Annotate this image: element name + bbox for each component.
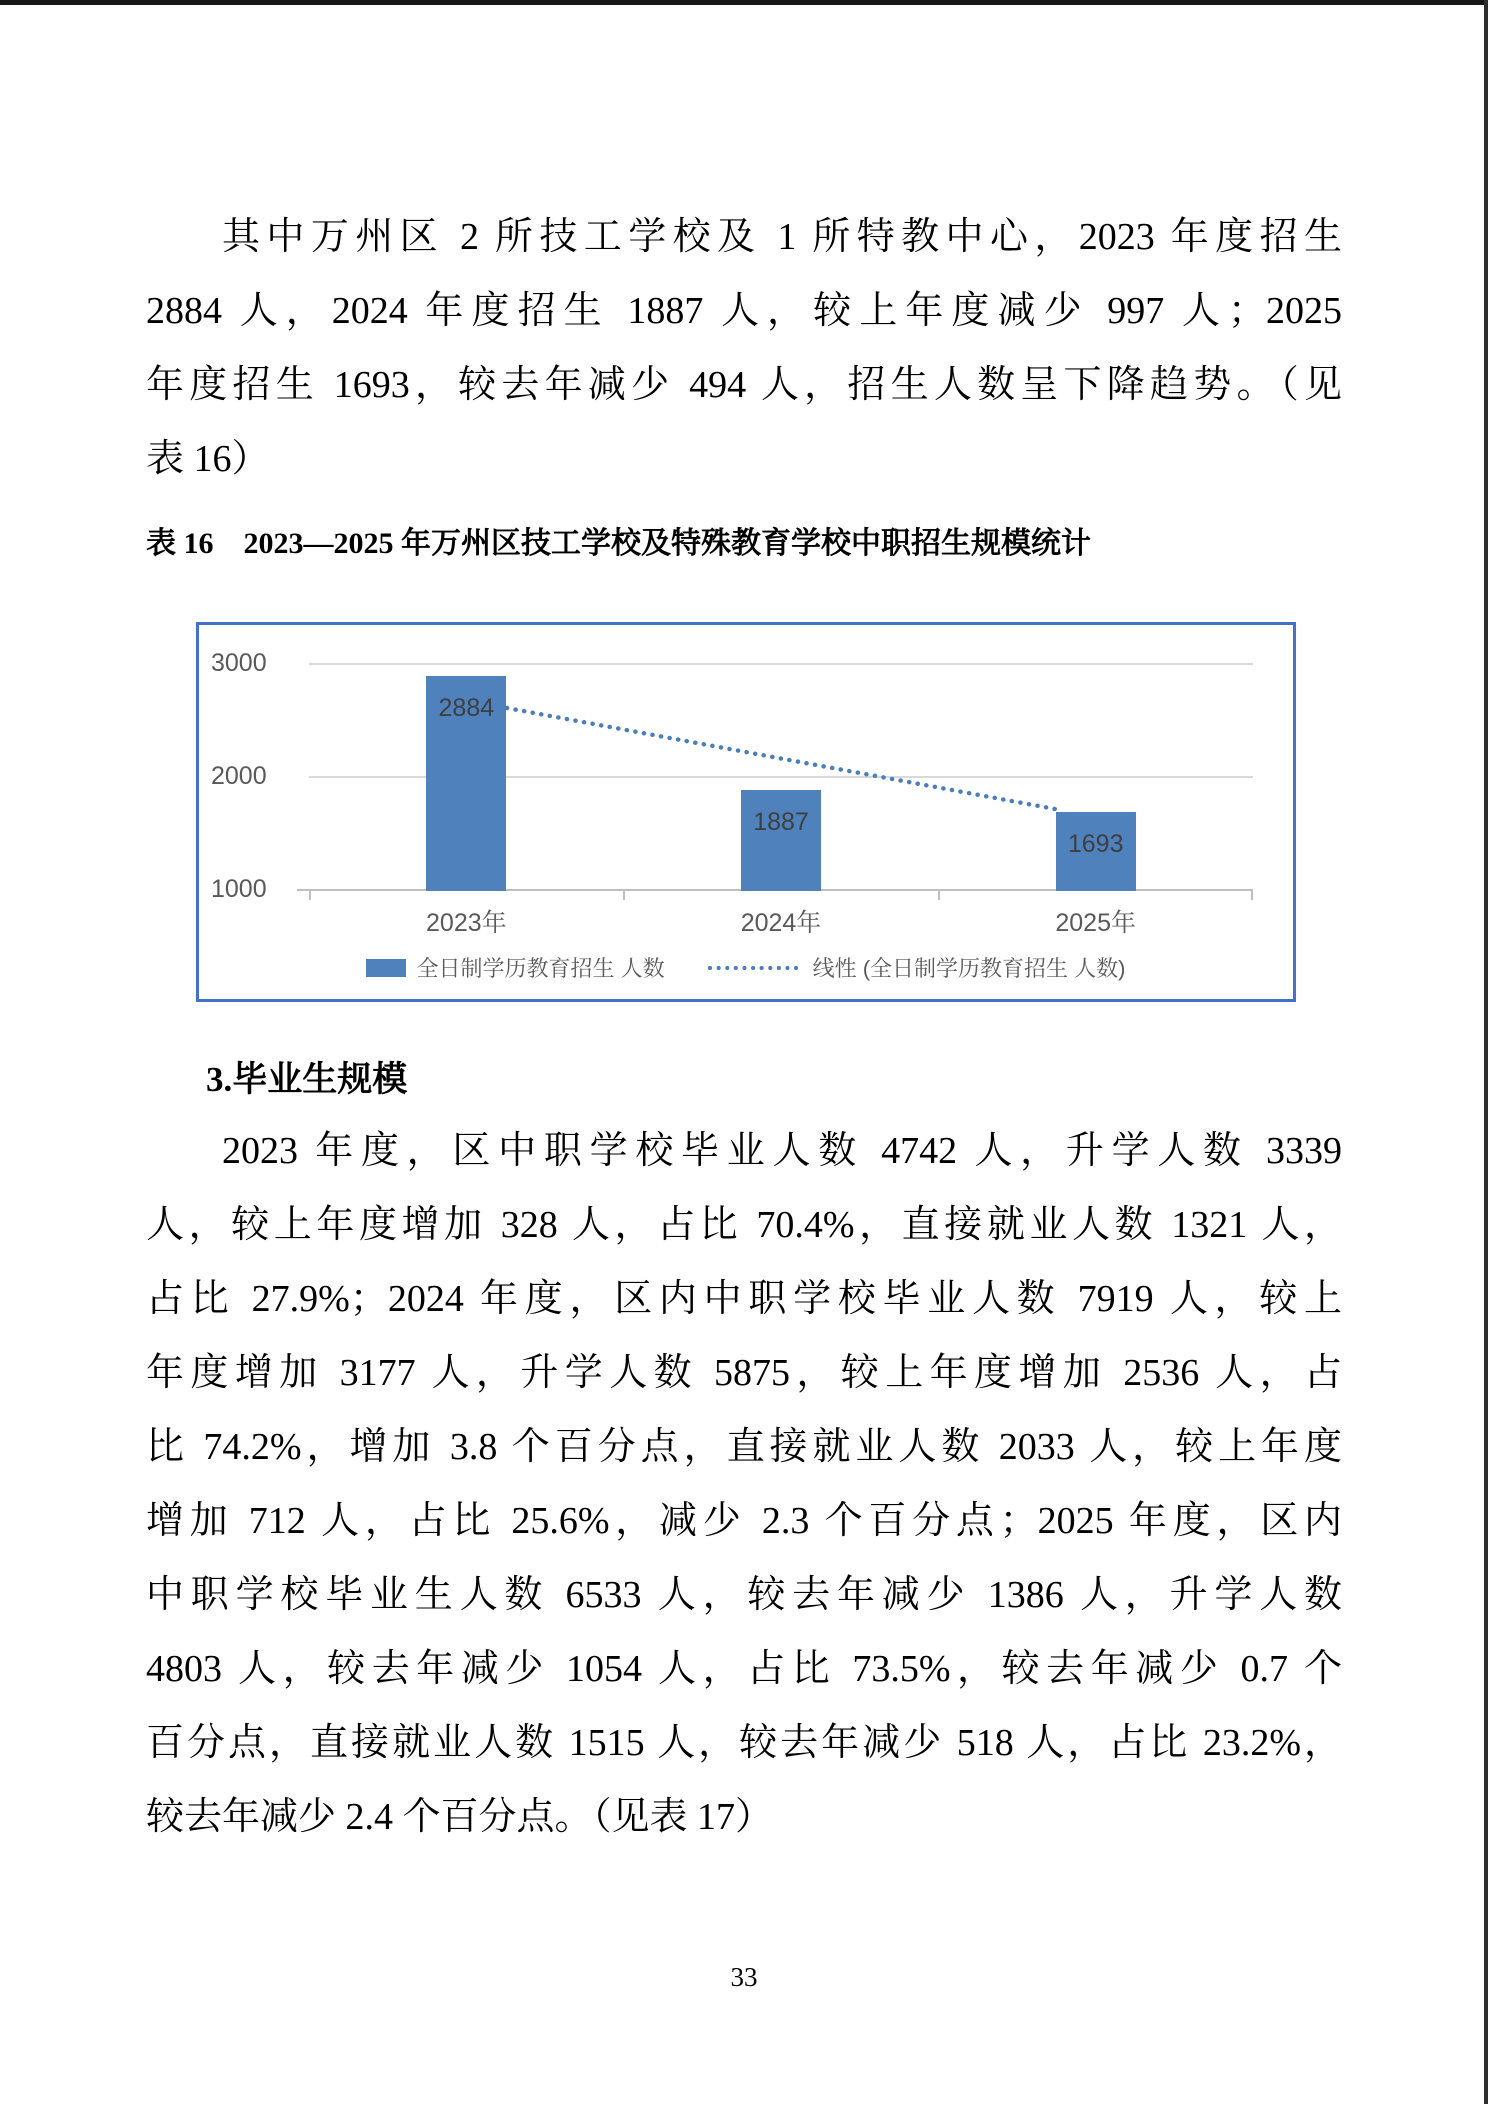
paragraph-graduates: [146, 1114, 1342, 1854]
paragraph-line: 人，较上年度增加 328 人，占比 70.4%，直接就业人数 1321 人，: [146, 1204, 1342, 1246]
paragraph-enrollment: [146, 200, 1342, 496]
legend-series-label: 全日制学历教育招生 人数: [416, 956, 665, 981]
paragraph-line: 4803 人，较去年减少 1054 人，占比 73.5%，较去年减少 0.7 个: [146, 1648, 1342, 1690]
axis-tick: [1251, 891, 1253, 900]
legend-bar-swatch-icon: [366, 959, 406, 977]
paragraph-line: 百分点，直接就业人数 1515 人，较去年减少 518 人，占比 23.2%，: [146, 1722, 1342, 1764]
category-label-2023: 2023年: [426, 909, 507, 937]
linear-trendline: [309, 663, 1253, 891]
legend-trendline-label: 线性 (全日制学历教育招生 人数): [812, 956, 1126, 981]
axis-tick: [938, 891, 940, 900]
section-heading-graduates: 3.毕业生规模: [206, 1060, 408, 1099]
paragraph-line: 增加 712 人，占比 25.6%，减少 2.3 个百分点；2025 年度，区内: [146, 1500, 1342, 1542]
page-right-edge: [1484, 0, 1488, 2104]
paragraph-line: 年度招生 1693，较去年减少 494 人，招生人数呈下降趋势。（见: [146, 364, 1342, 406]
enrollment-bar-chart: [196, 622, 1296, 1002]
page-top-edge: [0, 0, 1488, 5]
y-axis-tick-label: 1000: [211, 875, 267, 903]
bar-value-label: 2884: [438, 694, 495, 723]
paragraph-line: 2023 年度，区中职学校毕业人数 4742 人，升学人数 3339: [222, 1130, 1342, 1172]
paragraph-line: 中职学校毕业生人数 6533 人，较去年减少 1386 人，升学人数: [146, 1574, 1342, 1616]
chart-legend: [199, 952, 1293, 983]
paragraph-line: 较去年减少 2.4 个百分点。（见表 17）: [146, 1796, 774, 1838]
paragraph-line: 表 16）: [146, 438, 270, 480]
paragraph-line: 年度增加 3177 人，升学人数 5875，较上年度增加 2536 人，占: [146, 1352, 1342, 1394]
legend-dotted-line-icon: [707, 964, 803, 972]
chart-plot-area: [211, 649, 1253, 903]
category-label-2025: 2025年: [1055, 909, 1136, 937]
y-axis-tick-label: 2000: [211, 762, 267, 790]
category-label-2024: 2024年: [740, 909, 822, 937]
axis-tick: [623, 891, 625, 900]
y-axis-tick-label: 3000: [211, 649, 267, 677]
table-16-caption: 表 16 2023—2025 年万州区技工学校及特殊教育学校中职招生规模统计: [146, 527, 1091, 560]
page-number: 33: [730, 1962, 758, 1992]
paragraph-line: 2884 人，2024 年度招生 1887 人，较上年度减少 997 人；2025: [146, 290, 1342, 332]
paragraph-line: 比 74.2%，增加 3.8 个百分点，直接就业人数 2033 人，较上年度: [146, 1426, 1342, 1468]
bar-value-label: 1887: [753, 807, 809, 836]
paragraph-line: 其中万州区 2 所技工学校及 1 所特教中心，2023 年度招生: [222, 216, 1342, 258]
axis-tick: [309, 891, 311, 900]
page-content: [146, 200, 1342, 1854]
x-axis-category-labels: [309, 903, 1253, 939]
bar-value-label: 1693: [1067, 830, 1124, 858]
paragraph-line: 占比 27.9%；2024 年度，区内中职学校毕业人数 7919 人，较上: [146, 1278, 1342, 1320]
